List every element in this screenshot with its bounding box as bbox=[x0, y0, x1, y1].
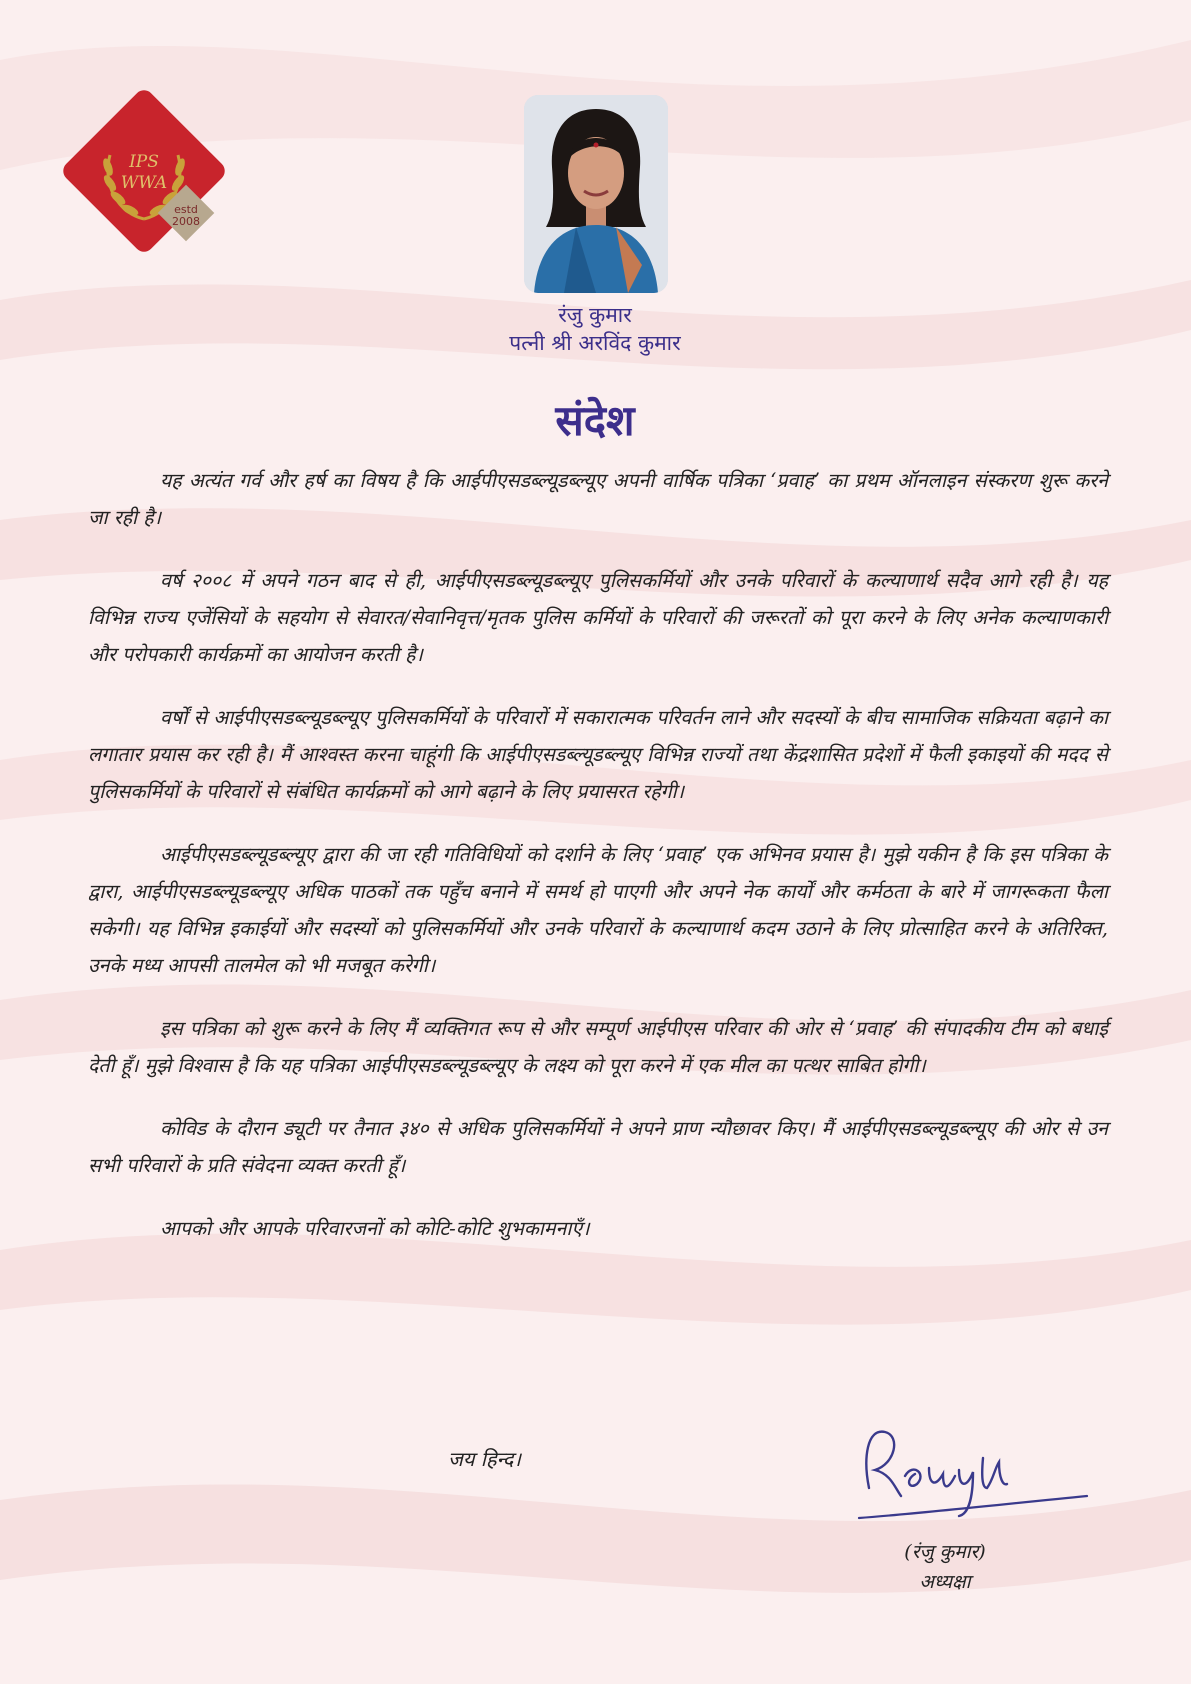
profile-relation: पत्नी श्री अरविंद कुमार bbox=[509, 331, 681, 355]
logo-estd-year: 2008 bbox=[172, 215, 200, 228]
page-title: संदेश bbox=[555, 396, 635, 445]
message-paragraph: आईपीएसडब्ल्यूडब्ल्यूए द्वारा की जा रही गतिविधियों को दर्शाने के लिए ‘प्रवाह’ एक अभिनव प्रयास है। मुझे यकीन है कि इस पत्रिका के द्वारा, आईपीएसडब्ल्यूडब्ल्यूए अधिक पाठकों तक पहुँच बनाने में समर्थ हो पाएगी और अपने नेक कार्यों और कर्मठता के बारे में जागरूकता फैला सकेगी। यह विभिन्न इकाईयों और सदस्यों को पुलिसकर्मियों और उनके परिवारों के कल्याणार्थ कदम उठाने के लिए प्रोत्साहित करने के अतिरिक्त, उनके मध्य आपसी तालमेल को भी मजबूत करेगी। bbox=[88, 843, 1108, 977]
logo-monogram-bottom: WWA bbox=[120, 173, 168, 193]
message-body bbox=[88, 462, 1108, 1273]
logo-estd-label: estd bbox=[174, 203, 198, 216]
message-paragraph: वर्षों से आईपीएसडब्ल्यूडब्ल्यूए पुलिसकर्मियों के परिवारों में सकारात्मक परिवर्तन लाने और सदस्यों के बीच सामाजिक सक्रियता बढ़ाने का लगातार प्रयास कर रही है। मैं आश्वस्त करना चाहूंगी कि आईपीएसडब्ल्यूडब्ल्यूए विभिन्न राज्यों तथा केंद्रशासित प्रदेशों में फैली इकाइयों की मदद से पुलिसकर्मियों के परिवारों से संबंधित कार्यक्रमों को आगे बढ़ाने के लिए प्रयासरत रहेगी। bbox=[88, 706, 1108, 803]
message-paragraph: आपको और आपके परिवारजनों को कोटि-कोटि शुभकामनाएँ। bbox=[160, 1217, 590, 1240]
signatory-title: अध्यक्षा bbox=[919, 1571, 971, 1593]
logo-monogram-top: IPS bbox=[129, 152, 159, 172]
message-paragraph: यह अत्यंत गर्व और हर्ष का विषय है कि आईपीएसडब्ल्यूडब्ल्यूए अपनी वार्षिक पत्रिका ‘प्रवाह’ का प्रथम ऑनलाइन संस्करण शुरू करने जा रही है। bbox=[88, 469, 1108, 529]
profile-name: रंजु कुमार bbox=[558, 303, 632, 327]
message-paragraph: कोविड के दौरान ड्यूटी पर तैनात ३४० से अधिक पुलिसकर्मियों ने अपने प्राण न्यौछावर किए। मैं आईपीएसडब्ल्यूडब्ल्यूए की ओर से उन सभी परिवारों के प्रति संवेदना व्यक्त करती हूँ। bbox=[88, 1117, 1108, 1177]
closing-salutation: जय हिन्द। bbox=[448, 1447, 521, 1471]
handwritten-signature bbox=[855, 1418, 1095, 1533]
message-paragraph: वर्ष २००८ में अपने गठन बाद से ही, आईपीएसडब्ल्यूडब्ल्यूए पुलिसकर्मियों और उनके परिवारों के कल्याणार्थ सदैव आगे रही है। यह विभिन्न राज्य एजेंसियों के सहयोग से सेवारत/सेवानिवृत्त/मृतक पुलिस कर्मियों के परिवारों की जरूरतों को पूरा करने के लिए अनेक कल्याणकारी और परोपकारी कार्यक्रमों का आयोजन करती है। bbox=[88, 569, 1108, 666]
ipswwa-logo bbox=[58, 85, 230, 257]
signatory-name: (रंजु कुमार) bbox=[904, 1541, 986, 1563]
profile-photo bbox=[524, 95, 668, 293]
message-paragraph: इस पत्रिका को शुरू करने के लिए मैं व्यक्तिगत रूप से और सम्पूर्ण आईपीएस परिवार की ओर से ‘प्रवाह’ की संपादकीय टीम को बधाई देती हूँ। मुझे विश्वास है कि यह पत्रिका आईपीएसडब्ल्यूडब्ल्यूए के लक्ष्य को पूरा करने में एक मील का पत्थर साबित होगी। bbox=[88, 1017, 1108, 1077]
